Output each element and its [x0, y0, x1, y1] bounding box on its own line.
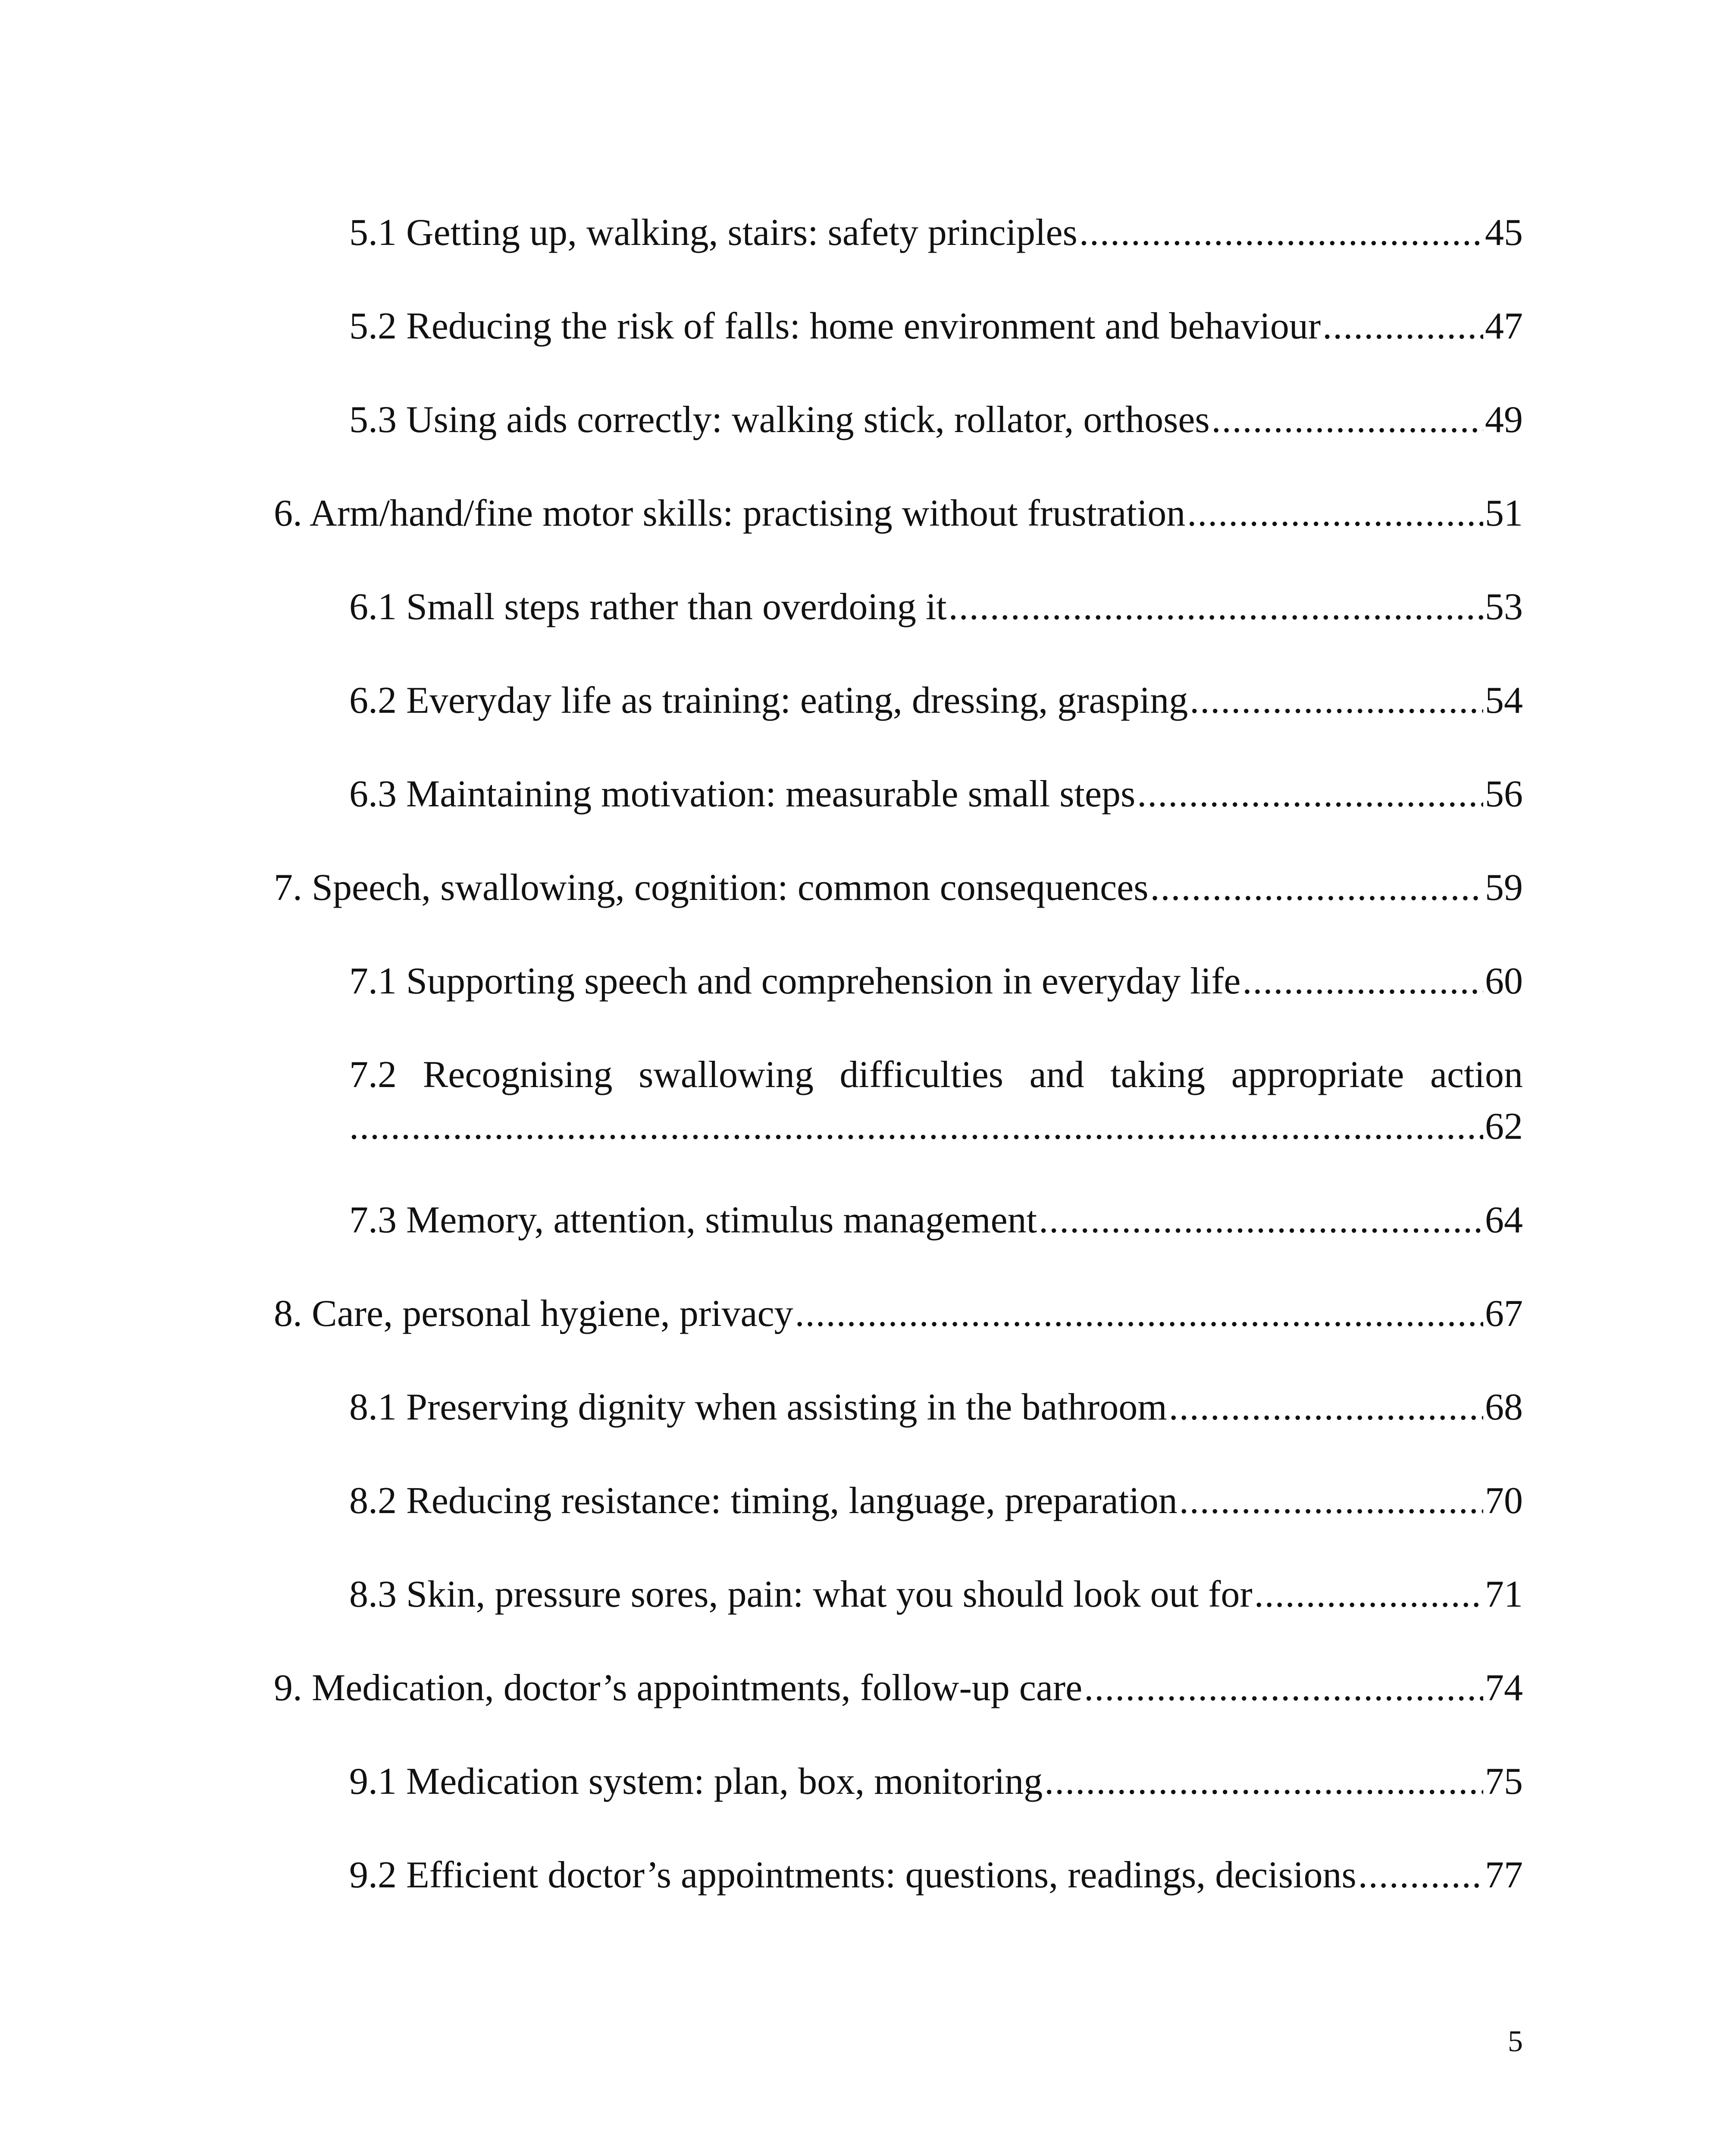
toc-entry-title: 8.1 Preserving dignity when assisting in the bathroom [349, 1386, 1167, 1428]
toc-entry-title: 7. Speech, swallowing, cognition: common consequences [274, 867, 1149, 909]
dot-leader [1044, 1756, 1483, 1808]
toc-entry-page: 68 [1485, 1386, 1523, 1428]
toc-entry-8[interactable] [274, 1288, 1523, 1340]
toc-entry-title: 6.3 Maintaining motivation: measurable small steps [349, 773, 1136, 815]
toc-entry-page: 59 [1485, 867, 1523, 909]
dot-leader [1084, 1662, 1483, 1714]
toc-entry-title: 7.1 Supporting speech and comprehension in everyday life [349, 960, 1241, 1002]
toc-entry-5-1[interactable] [349, 207, 1523, 259]
toc-entry-8-2[interactable] [349, 1475, 1523, 1527]
dot-leader [1242, 956, 1483, 1007]
toc-entry-title: 6. Arm/hand/fine motor skills: practising without frustration [274, 492, 1186, 534]
toc-entry-title: 8.3 Skin, pressure sores, pain: what you should look out for [349, 1573, 1253, 1615]
toc-entry-page: 70 [1485, 1480, 1523, 1522]
toc-entry-8-3[interactable] [349, 1569, 1523, 1620]
toc-entry-title: 7.3 Memory, attention, stimulus management [349, 1199, 1037, 1241]
toc-entry-page: 64 [1485, 1199, 1523, 1241]
dot-leader [1179, 1475, 1483, 1527]
toc-entry-page: 49 [1485, 399, 1523, 441]
page-number: 5 [1508, 2025, 1523, 2058]
toc-entry-title: 5.2 Reducing the risk of falls: home environment and behaviour [349, 305, 1321, 347]
toc-entry-9[interactable] [274, 1662, 1523, 1714]
dot-leader [1212, 394, 1483, 446]
toc-entry-title-text: 7.2 Recognising swallowing difficulties and taking appropriate action [349, 1054, 1523, 1096]
toc-entry-title: 8. Care, personal hygiene, privacy [274, 1293, 793, 1335]
toc-entry-9-2[interactable] [349, 1849, 1523, 1901]
toc-entry-6[interactable] [274, 488, 1523, 539]
toc-entry-page: 71 [1485, 1573, 1523, 1615]
dot-leader [1358, 1849, 1483, 1901]
toc-entry-page: 47 [1485, 305, 1523, 347]
toc-entry-page: 74 [1485, 1667, 1523, 1709]
dot-leader [1254, 1569, 1483, 1620]
dot-leader [1187, 488, 1483, 539]
dot-leader [1190, 675, 1483, 727]
toc-entry-title: 5.1 Getting up, walking, stairs: safety principles [349, 212, 1077, 254]
toc-entry-6-3[interactable] [349, 768, 1523, 820]
toc-entry-title: 9. Medication, doctor’s appointments, follow-up care [274, 1667, 1083, 1709]
toc-entry-9-1[interactable] [349, 1756, 1523, 1808]
dot-leader [1137, 768, 1483, 820]
toc-entry-title: 9.2 Efficient doctor’s appointments: questions, readings, decisions [349, 1854, 1356, 1896]
toc-entry-5-2[interactable] [349, 301, 1523, 352]
toc-entry-6-2[interactable] [349, 675, 1523, 727]
toc-entry-7[interactable] [274, 862, 1523, 914]
toc-entry-7-2[interactable] [349, 1049, 1523, 1153]
toc-entry-6-1[interactable] [349, 581, 1523, 633]
dot-leader [1150, 862, 1483, 914]
toc-entry-5-3[interactable] [349, 394, 1523, 446]
toc-entry-7-3[interactable] [349, 1194, 1523, 1246]
toc-entry-page: 77 [1485, 1854, 1523, 1896]
toc-entry-title [349, 1049, 1523, 1101]
toc-entry-title: 9.1 Medication system: plan, box, monitoring [349, 1761, 1043, 1802]
toc-entry-8-1[interactable] [349, 1382, 1523, 1433]
toc-entry-page: 62 [1485, 1106, 1523, 1147]
toc-entry-title: 5.3 Using aids correctly: walking stick, rollator, orthoses [349, 399, 1210, 441]
dot-leader [795, 1288, 1483, 1340]
toc-entry-page: 54 [1485, 680, 1523, 721]
dot-leader [1169, 1382, 1483, 1433]
toc-entry-page: 60 [1485, 960, 1523, 1002]
toc-entry-page: 56 [1485, 773, 1523, 815]
toc-entry-page: 75 [1485, 1761, 1523, 1802]
toc-entry-page: 67 [1485, 1293, 1523, 1335]
dot-leader [1079, 207, 1483, 259]
dot-leader [949, 581, 1483, 633]
dot-leader [1322, 301, 1483, 352]
toc-entry-page: 45 [1485, 212, 1523, 254]
toc-entry-7-1[interactable] [349, 956, 1523, 1007]
toc-entry-page: 51 [1485, 492, 1523, 534]
toc-entry-title: 6.2 Everyday life as training: eating, dressing, grasping [349, 680, 1188, 721]
toc-entry-title: 8.2 Reducing resistance: timing, language, preparation [349, 1480, 1178, 1522]
dot-leader [1039, 1194, 1483, 1246]
dot-leader [349, 1101, 1483, 1153]
toc-entry-title: 6.1 Small steps rather than overdoing it [349, 586, 947, 628]
toc-entry-page: 53 [1485, 586, 1523, 628]
